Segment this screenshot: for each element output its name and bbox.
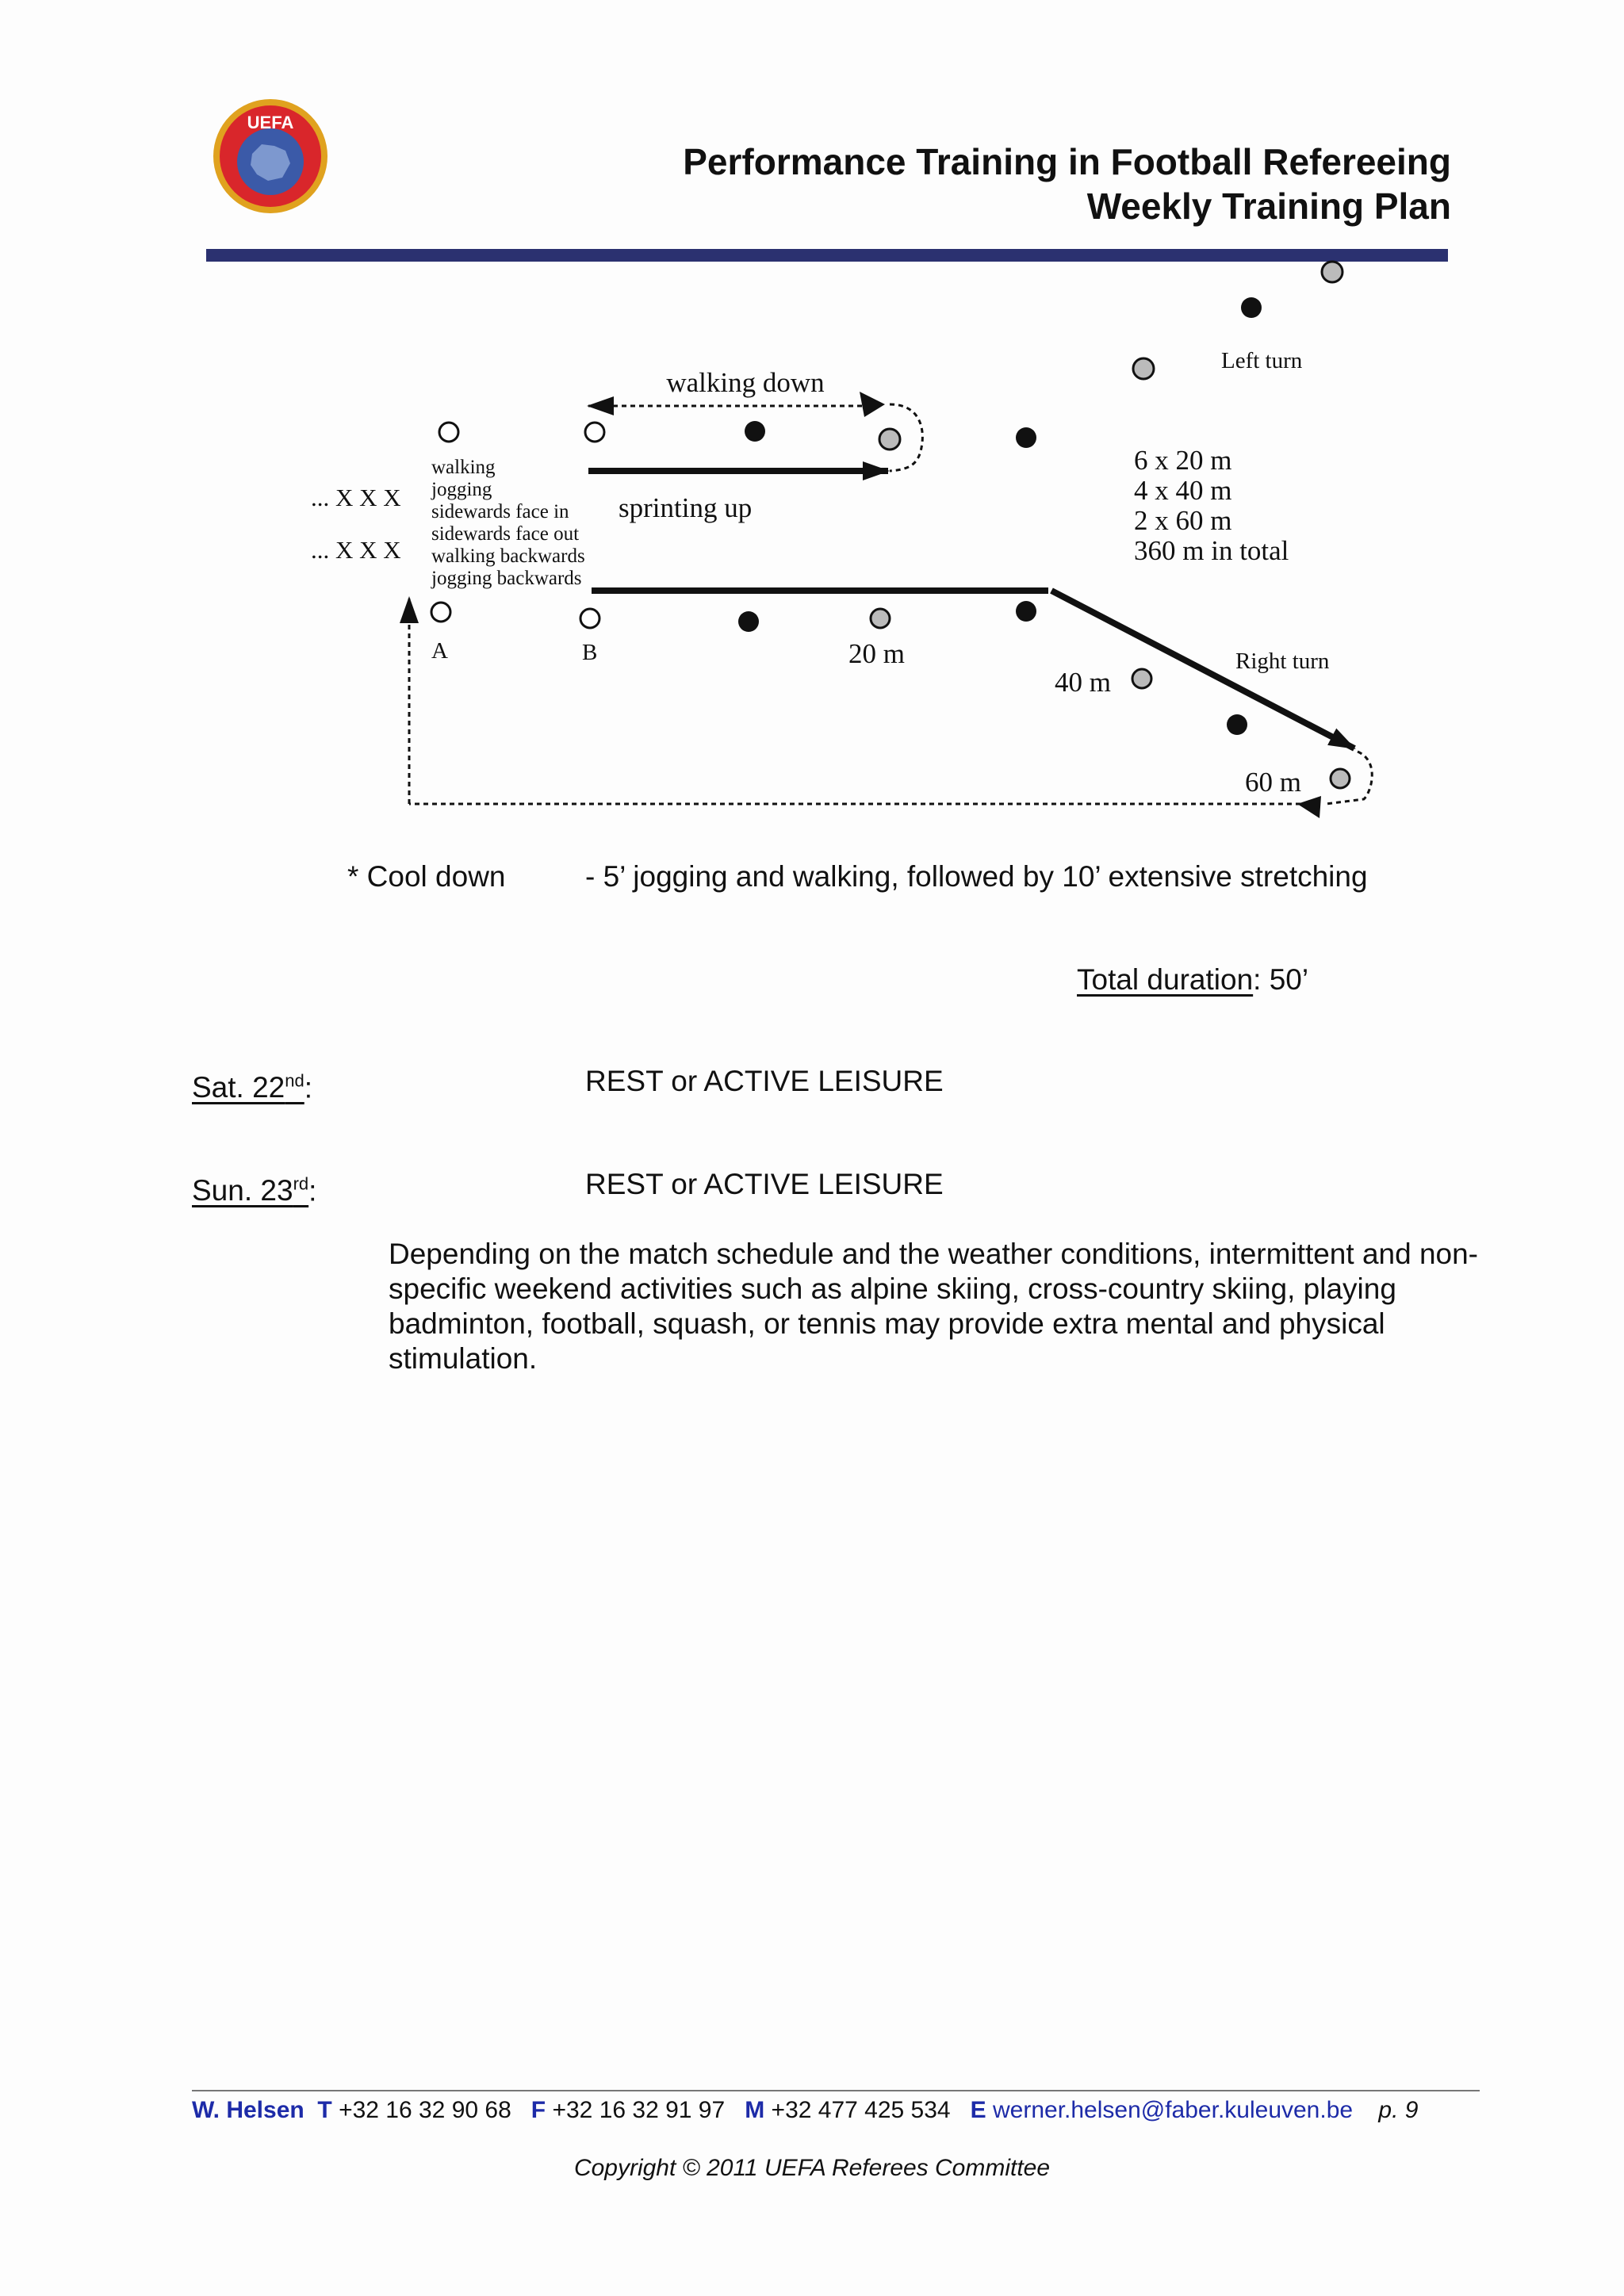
cone-left-turn-grey [1133,358,1154,379]
logo-lettering: UEFA [247,113,294,132]
dist-20: 20 m [848,638,905,669]
warmup-4: sidewards face out [431,523,580,545]
footer-phone: +32 16 32 90 68 [339,2097,511,2123]
cone-b [580,609,599,628]
set-total: 360 m in total [1134,535,1289,566]
cone-left-turn-grey-far [1322,262,1342,282]
cone-left-turn-black [1241,297,1262,318]
set-2: 4 x 40 m [1134,475,1232,506]
warmup-2: jogging [431,479,492,500]
cone-right-black [1227,714,1247,735]
header-title-line1: Performance Training in Football Refereeing [683,141,1451,182]
walking-down-label: walking down [666,367,825,398]
total-duration-label: Total duration [1077,963,1254,996]
cone-bottom-black-1 [738,611,759,632]
cone-top-a [439,423,458,442]
dist-40: 40 m [1055,667,1111,698]
sun-label: Sun. 23rd: [192,1174,317,1207]
cone-top-black-1 [745,421,765,442]
sun-value: REST or ACTIVE LEISURE [585,1168,944,1200]
footer-name: W. Helsen [192,2097,304,2123]
footer-contact: W. Helsen T +32 16 32 90 68 F +32 16 32 91 97 M +32 477 425 534 E werner.helsen@faber.kuleuven.be p. 9 [192,2097,1419,2123]
footer-fax: +32 16 32 91 97 [552,2097,726,2123]
header-title-line2: Weekly Training Plan [1086,186,1451,227]
sat-label: Sat. 22nd: [192,1071,313,1104]
warmup-6: jogging backwards [431,568,582,589]
footer-email-link[interactable]: werner.helsen@faber.kuleuven.be [992,2097,1354,2123]
sprinting-up-label: sprinting up [619,492,753,523]
bottom-turn-arrowhead [1297,796,1321,818]
set-1: 6 x 20 m [1134,445,1232,476]
cone-top-b [585,423,604,442]
footer-mobile: +32 477 425 534 [771,2097,951,2123]
weekend-paragraph: Depending on the match schedule and the weather conditions, intermittent and non-specific weekend activities such as alpine skiing, cross-country skiing, playing badminton, football, squash, or tennis may provide extra mental and physical stimulation. [389,1238,1479,1375]
dist-60: 60 m [1245,767,1301,798]
total-duration-value: : 50’ [1253,963,1309,996]
warmup-5: walking backwards [431,545,585,567]
cooldown-text: - 5’ jogging and walking, followed by 10’ extensive stretching [585,860,1368,893]
sat-value: REST or ACTIVE LEISURE [585,1065,944,1097]
xxx-1: ... X X X [311,484,401,511]
left-turn-label: Left turn [1221,348,1303,373]
top-turn-arrowhead [860,392,885,417]
warmup-3: sidewards face in [431,501,569,522]
page-number: p. 9 [1378,2097,1419,2123]
label-a: A [431,638,448,664]
total-duration [1077,962,1308,997]
cone-20m [871,609,890,628]
warmup-1: walking [431,457,496,478]
copyright: Copyright © 2011 UEFA Referees Committee [573,2155,1051,2181]
cone-top-grey [879,429,900,450]
footer-rule [192,2090,1480,2091]
right-turn-label: Right turn [1235,649,1330,674]
cone-a [431,603,450,622]
cone-bottom-black-2 [1016,601,1036,622]
label-b: B [582,640,598,665]
cone-60m [1331,769,1350,788]
set-3: 2 x 60 m [1134,505,1232,536]
cooldown-label: * Cool down [347,860,506,893]
training-diagram [0,0,1624,872]
xxx-2: ... X X X [311,536,401,564]
cone-top-black-2 [1016,427,1036,448]
cone-40m [1132,669,1151,688]
